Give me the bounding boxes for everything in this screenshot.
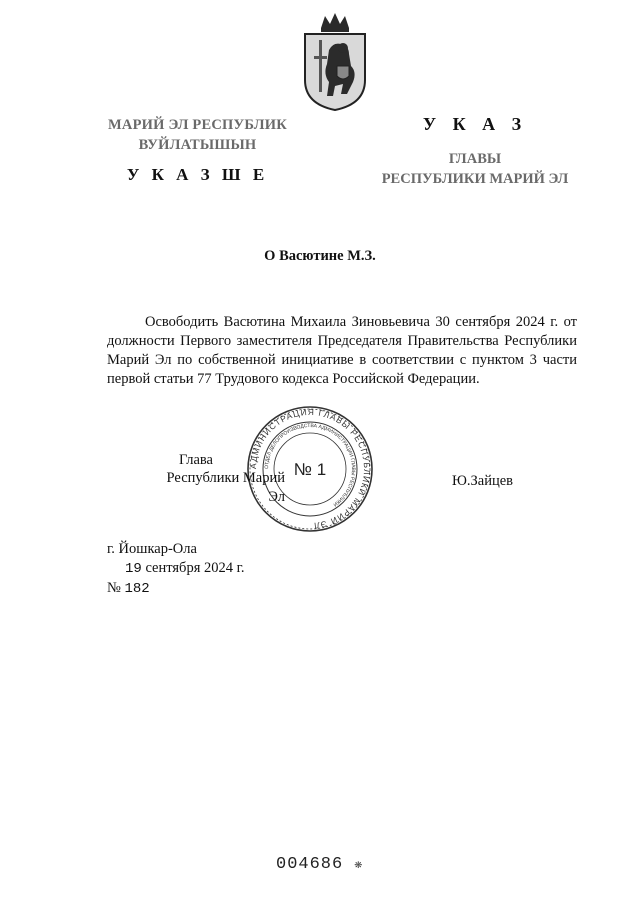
header-right-line1: ГЛАВЫ bbox=[448, 151, 502, 167]
header-left-line1: МАРИЙ ЭЛ РЕСПУБЛИК bbox=[108, 117, 287, 133]
city: г. Йошкар-Ола bbox=[107, 541, 197, 557]
header-left-doc-type: У К А З Ш Е bbox=[126, 165, 269, 184]
header-right bbox=[360, 114, 590, 189]
header-left-line2: ВУЙЛАТЫШЫН bbox=[138, 137, 257, 153]
decree-body: Освободить Васютина Михаила Зиновьевича 30 сентября 2024 г. от должности Первого заместителя Председателя Правительства Республики Марий Эл по собственной инициативе в соответствии с пунктом 3 части первой статьи 77 Трудового кодекса Российской Федерации. bbox=[107, 314, 577, 387]
stamp-outer-text: АДМИНИСТРАЦИЯ ГЛАВЫ РЕСПУБЛИКИ МАРИЙ ЭЛ bbox=[247, 406, 373, 531]
decree-title: О Васютине М.З. bbox=[264, 248, 376, 264]
stamp-number: № 1 bbox=[293, 460, 327, 479]
date-day: 19 bbox=[125, 561, 142, 577]
coat-of-arms bbox=[297, 10, 373, 112]
decree-number bbox=[107, 579, 245, 599]
signature-role-line2: Республики Марий Эл bbox=[166, 470, 285, 505]
number-prefix: № bbox=[107, 580, 121, 596]
date-rest: сентября 2024 г. bbox=[145, 560, 245, 576]
form-serial bbox=[276, 855, 363, 874]
header-left bbox=[95, 115, 300, 185]
serial-number: 004686 bbox=[276, 855, 344, 874]
stamp-inner-text: ОТДЕЛ ДЕЛОПРОИЗВОДСТВА АДМИНИСТРАЦИИ ГЛАВЫ РЕСПУБЛИКИ bbox=[263, 422, 357, 508]
decree-place-date bbox=[107, 540, 245, 599]
number-value: 182 bbox=[124, 581, 150, 597]
signature-role-line1: Глава bbox=[178, 452, 213, 468]
header-right-doc-type: У К А З bbox=[422, 114, 528, 134]
serial-mark-icon: ❋ bbox=[354, 857, 364, 872]
signature-role bbox=[150, 451, 285, 507]
coat-of-arms-icon bbox=[297, 10, 373, 112]
header-right-line2: РЕСПУБЛИКИ МАРИЙ ЭЛ bbox=[381, 171, 569, 187]
signature-name: Ю.Зайцев bbox=[452, 473, 514, 489]
decree-date bbox=[107, 559, 245, 579]
